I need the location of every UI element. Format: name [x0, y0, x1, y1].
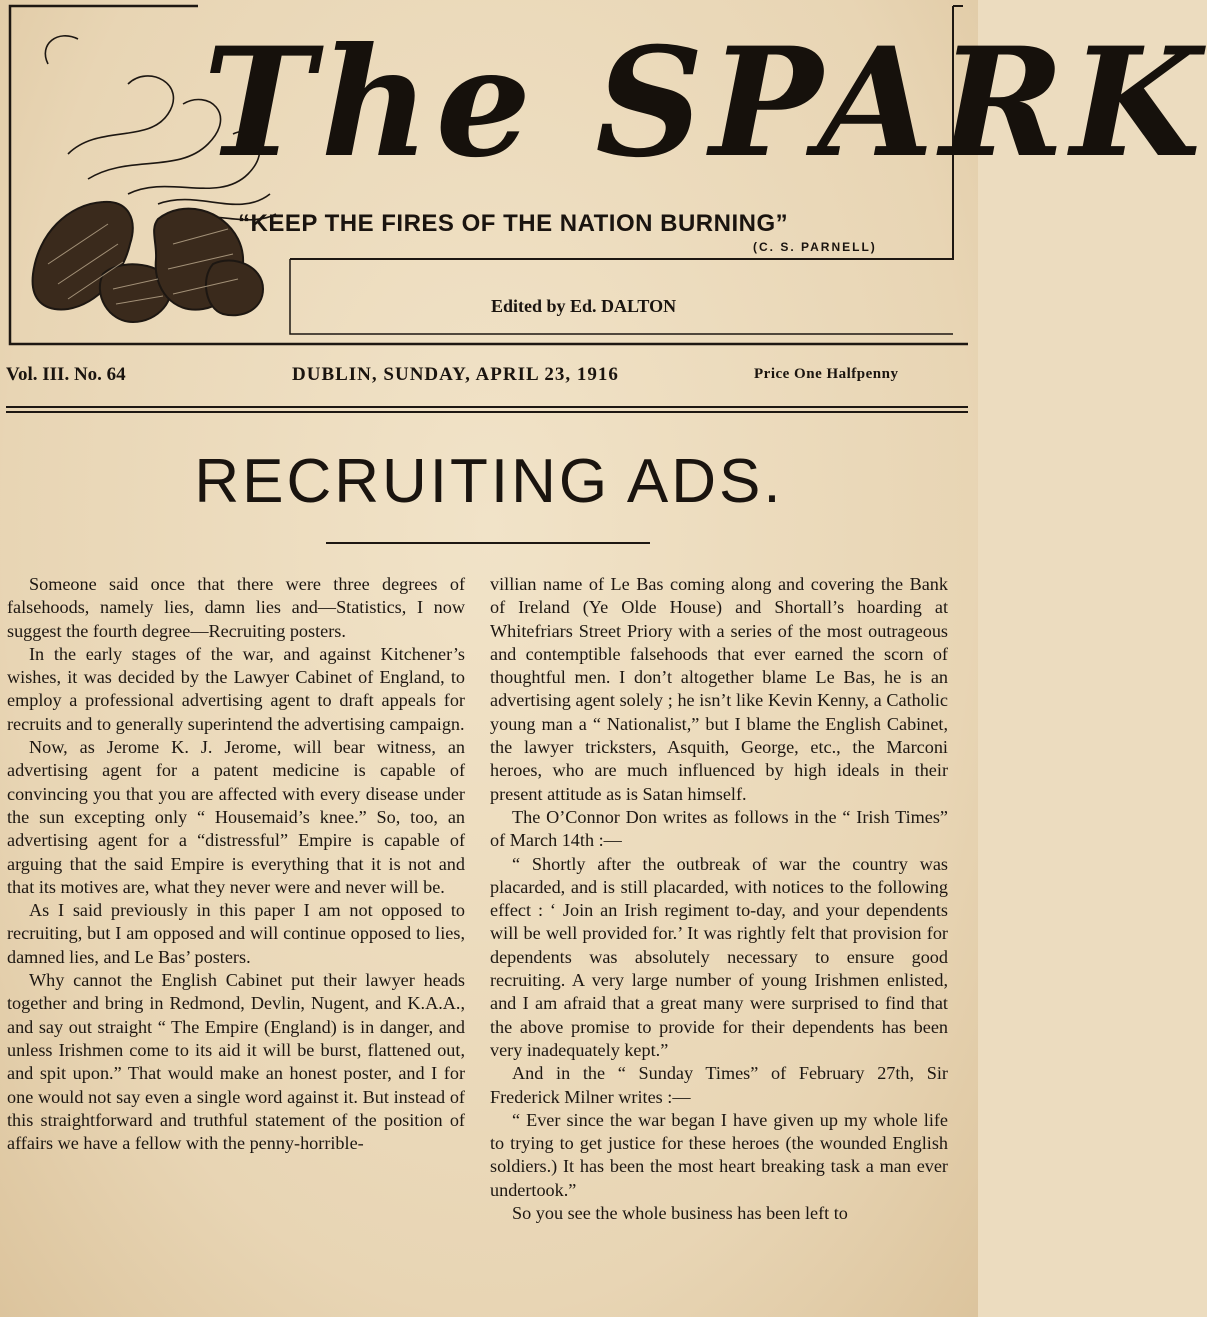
quoted-paragraph: “ Shortly after the outbreak of war the country was placarded, and is still placarded, with notices to the following effect : ‘ Join an Irish regiment to-day, and your dependents will be well provided for.’ It was rightly felt that provision for dependents was absolutely necessary to ensure good recruiting. A very large number of young Irishmen enlisted, and I am afraid that a great many were surprised to find that the above promise to provide for their dependents has been very inadequately kept.” — [490, 853, 948, 1060]
headline-rule — [326, 542, 650, 544]
paragraph: As I said previously in this paper I am not opposed to recruiting, but I am opposed and will continue opposed to lies, damned lies, and Le Bas’ posters. — [7, 900, 465, 967]
motto-attribution: (C. S. PARNELL) — [753, 240, 877, 254]
paragraph: So you see the whole business has been left to — [512, 1203, 848, 1224]
issue-date: DUBLIN, SUNDAY, APRIL 23, 1916 — [292, 364, 619, 385]
divider-rule — [6, 406, 968, 408]
burning-coals-icon — [33, 202, 263, 322]
paragraph: Why cannot the English Cabinet put their lawyer heads together and bring in Redmond, Devlin, Nugent, and K.A.A., and say out straight “ The Empire (England) is in danger, and unless Irishmen come to its aid it will be burst, flattened out, and spit upon.” That would make an honest poster, and I for one would not say even a single word against it. But instead of this straightforward and truthful statement of the position of affairs we have a fellow with the penny-horrible- — [7, 970, 465, 1154]
paragraph: villian name of Le Bas coming along and covering the Bank of Ireland (Ye Olde House) and Shortall’s hoarding at Whitefriars Street Priory with a series of the most outrageous and contemptible falsehoods that ever earned the scorn of thoughtful men. I don’t altogether blame Le Bas, he is an advertising agent solely ; he isn’t like Kevin Kenny, a Catholic young man a “ Nationalist,” but I blame the English Cabinet, the lawyer tricksters, Asquith, George, etc., the Marconi heroes, who are much influenced by high ideals in their present attitude as is Satan himself. — [490, 574, 948, 804]
paragraph: And in the “ Sunday Times” of February 27th, Sir Frederick Milner writes :— — [490, 1063, 948, 1107]
editor-credit: Edited by Ed. DALTON — [491, 296, 677, 316]
article-headline: RECRUITING ADS. — [194, 447, 784, 516]
paragraph: Someone said once that there were three degrees of falsehoods, namely lies, damn lies and—Statistics, I now suggest the fourth degree—Recruiting posters. — [7, 574, 465, 641]
masthead — [8, 4, 1207, 349]
masthead-motto: “KEEP THE FIRES OF THE NATION BURNING” — [238, 210, 789, 237]
paragraph: In the early stages of the war, and against Kitchener’s wishes, it was decided by the Lawyer Cabinet of England, to employ a professional advertising agent to draft appeals for recruits and to generally superintend the advertising campaign. — [7, 643, 465, 734]
paragraph: Now, as Jerome K. J. Jerome, will bear witness, an advertising agent for a patent medicine is capable of convincing you that you are affected with every disease under the sun excepting only “ Housemaid’s knee.” So, too, an advertising agent for a “distressful” Empire is capable of arguing that the said Empire is everything that it is not and that its motives are, what they never were and never will be. — [7, 737, 465, 897]
paragraph: The O’Connor Don writes as follows in the “ Irish Times” of March 14th :— — [490, 806, 948, 851]
article-column-left — [7, 573, 465, 1303]
issue-price: Price One Halfpenny — [754, 366, 899, 382]
volume-number: Vol. III. No. 64 — [6, 364, 126, 385]
article-column-right — [490, 573, 948, 1303]
masthead-title: The SPARK — [203, 15, 1207, 191]
divider-rule — [6, 411, 968, 413]
dateline — [6, 364, 968, 392]
quoted-paragraph: “ Ever since the war began I have given up my whole life to trying to get justice for these heroes (the wounded English soldiers.) It has been the most heart breaking task a man ever undertook.” — [490, 1109, 948, 1200]
